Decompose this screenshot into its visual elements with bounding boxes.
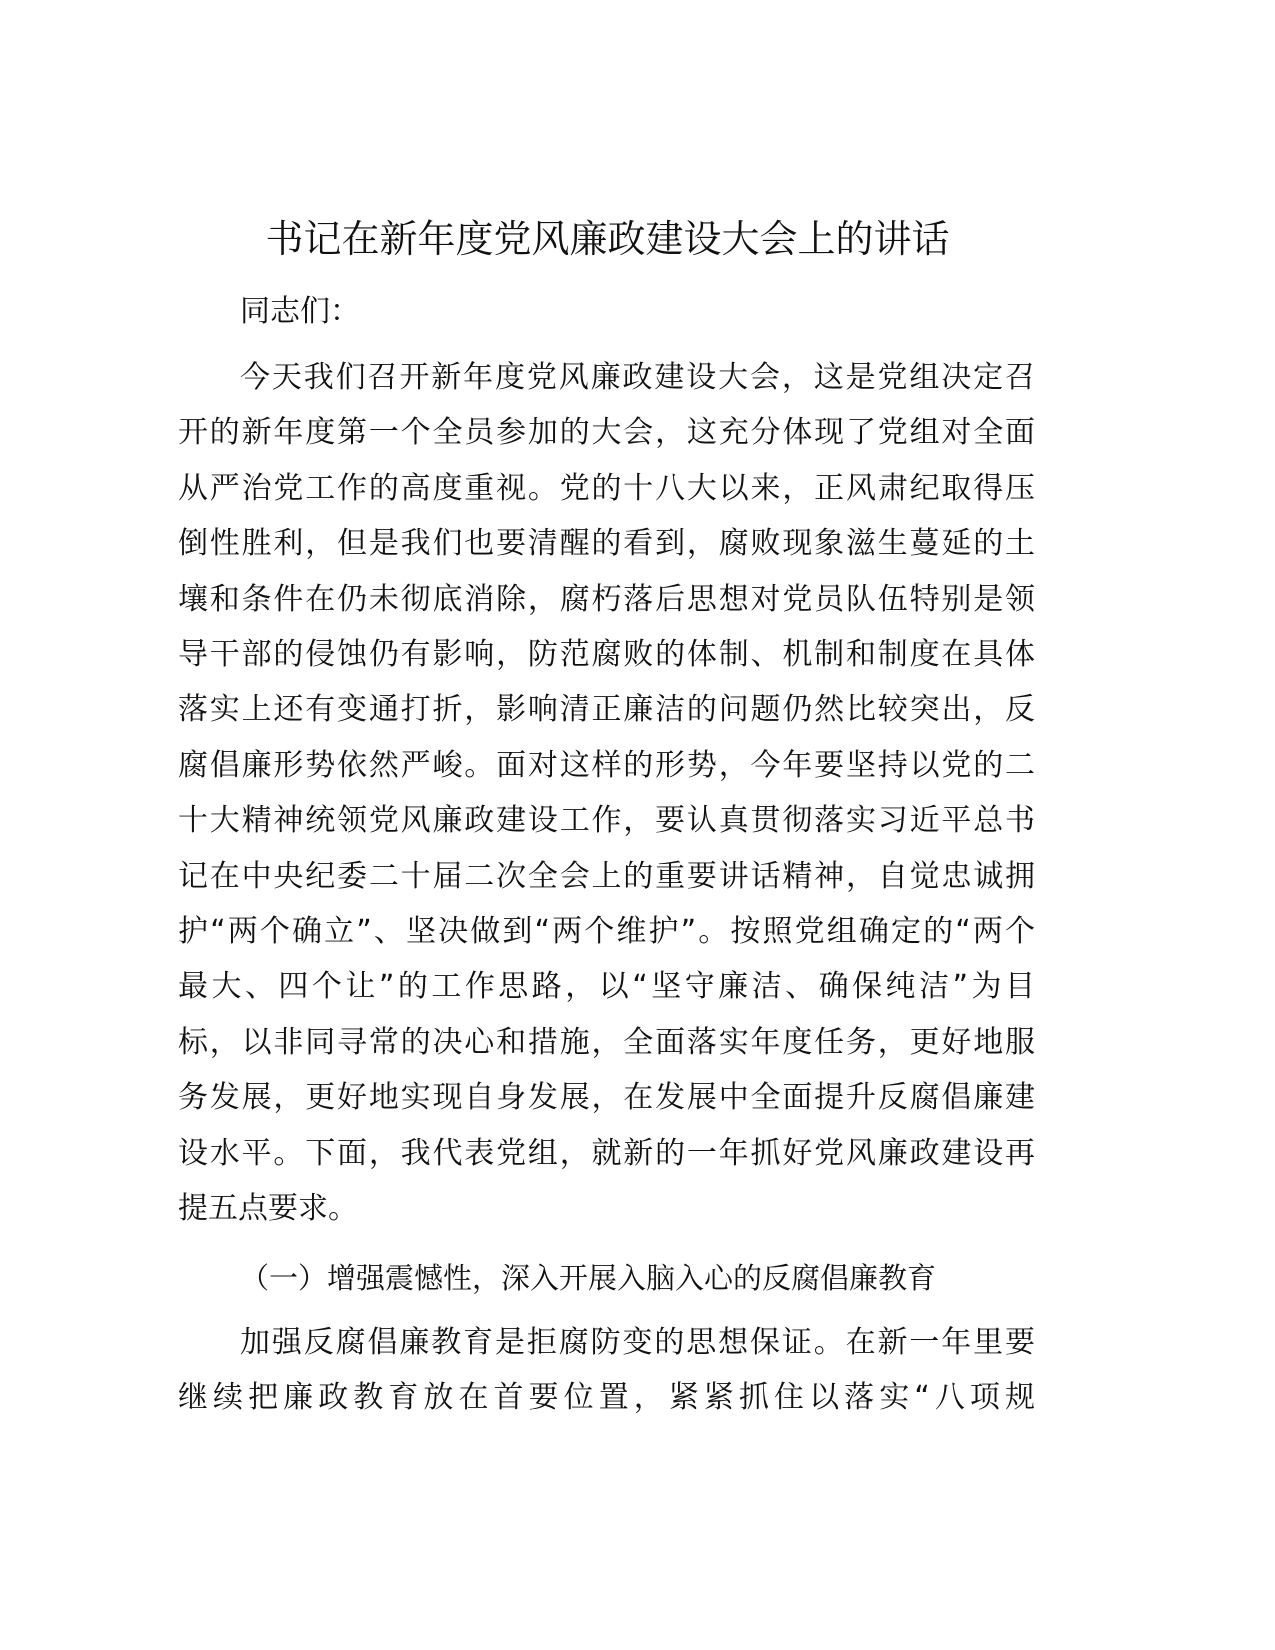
section-heading-1: （一）增强震憾性，深入开展入脑入心的反腐倡廉教育 [240, 1261, 937, 1295]
text-line: 十大精神统领党风廉政建设工作，要认真贯彻落实习近平总书 [178, 803, 1035, 839]
text-line: 腐倡廉形势依然严峻。面对这样的形势，今年要坚持以党的二 [178, 747, 1035, 783]
text-line: 标，以非同寻常的决心和措施，全面落实年度任务，更好地服 [178, 1024, 1035, 1060]
text-line: 提五点要求。 [178, 1191, 358, 1226]
text-line: 继续把廉政教育放在首要位置，紧紧抓住以落实“八项规 [178, 1380, 1035, 1416]
text-line: 壤和条件在仍未彻底消除，腐朽落后思想对党员队伍特别是领 [178, 581, 1035, 617]
text-line: 加强反腐倡廉教育是拒腐防变的思想保证。在新一年里要 [240, 1325, 1035, 1360]
text-line: 导干部的侵蚀仍有影响，防范腐败的体制、机制和制度在具体 [178, 637, 1035, 672]
text-line: 今天我们召开新年度党风廉政建设大会，这是党组决定召 [240, 360, 1035, 395]
text-line: 护“两个确立”、坚决做到“两个维护”。按照党组确定的“两个 [178, 914, 1035, 949]
text-line: 设水平。下面，我代表党组，就新的一年抓好党风廉政建设再 [178, 1135, 1035, 1171]
document-title: 书记在新年度党风廉政建设大会上的讲话 [265, 217, 950, 261]
text-line: 开的新年度第一个全员参加的大会，这充分体现了党组对全面 [178, 415, 1035, 451]
text-line: 最大、四个让”的工作思路，以“坚守廉洁、确保纯洁”为目 [178, 969, 1035, 1005]
text-line: 务发展，更好地实现自身发展，在发展中全面提升反腐倡廉建 [178, 1080, 1035, 1116]
text-line: 记在中央纪委二十届二次全会上的重要讲话精神，自觉忠诚拥 [178, 858, 1035, 894]
text-line: 倒性胜利，但是我们也要清醒的看到，腐败现象滋生蔓延的土 [178, 526, 1035, 562]
text-line: 落实上还有变通打折，影响清正廉洁的问题仍然比较突出，反 [178, 692, 1035, 728]
salutation: 同志们： [240, 294, 360, 329]
text-line: 从严治党工作的高度重视。党的十八大以来，正风肃纪取得压 [178, 470, 1035, 506]
